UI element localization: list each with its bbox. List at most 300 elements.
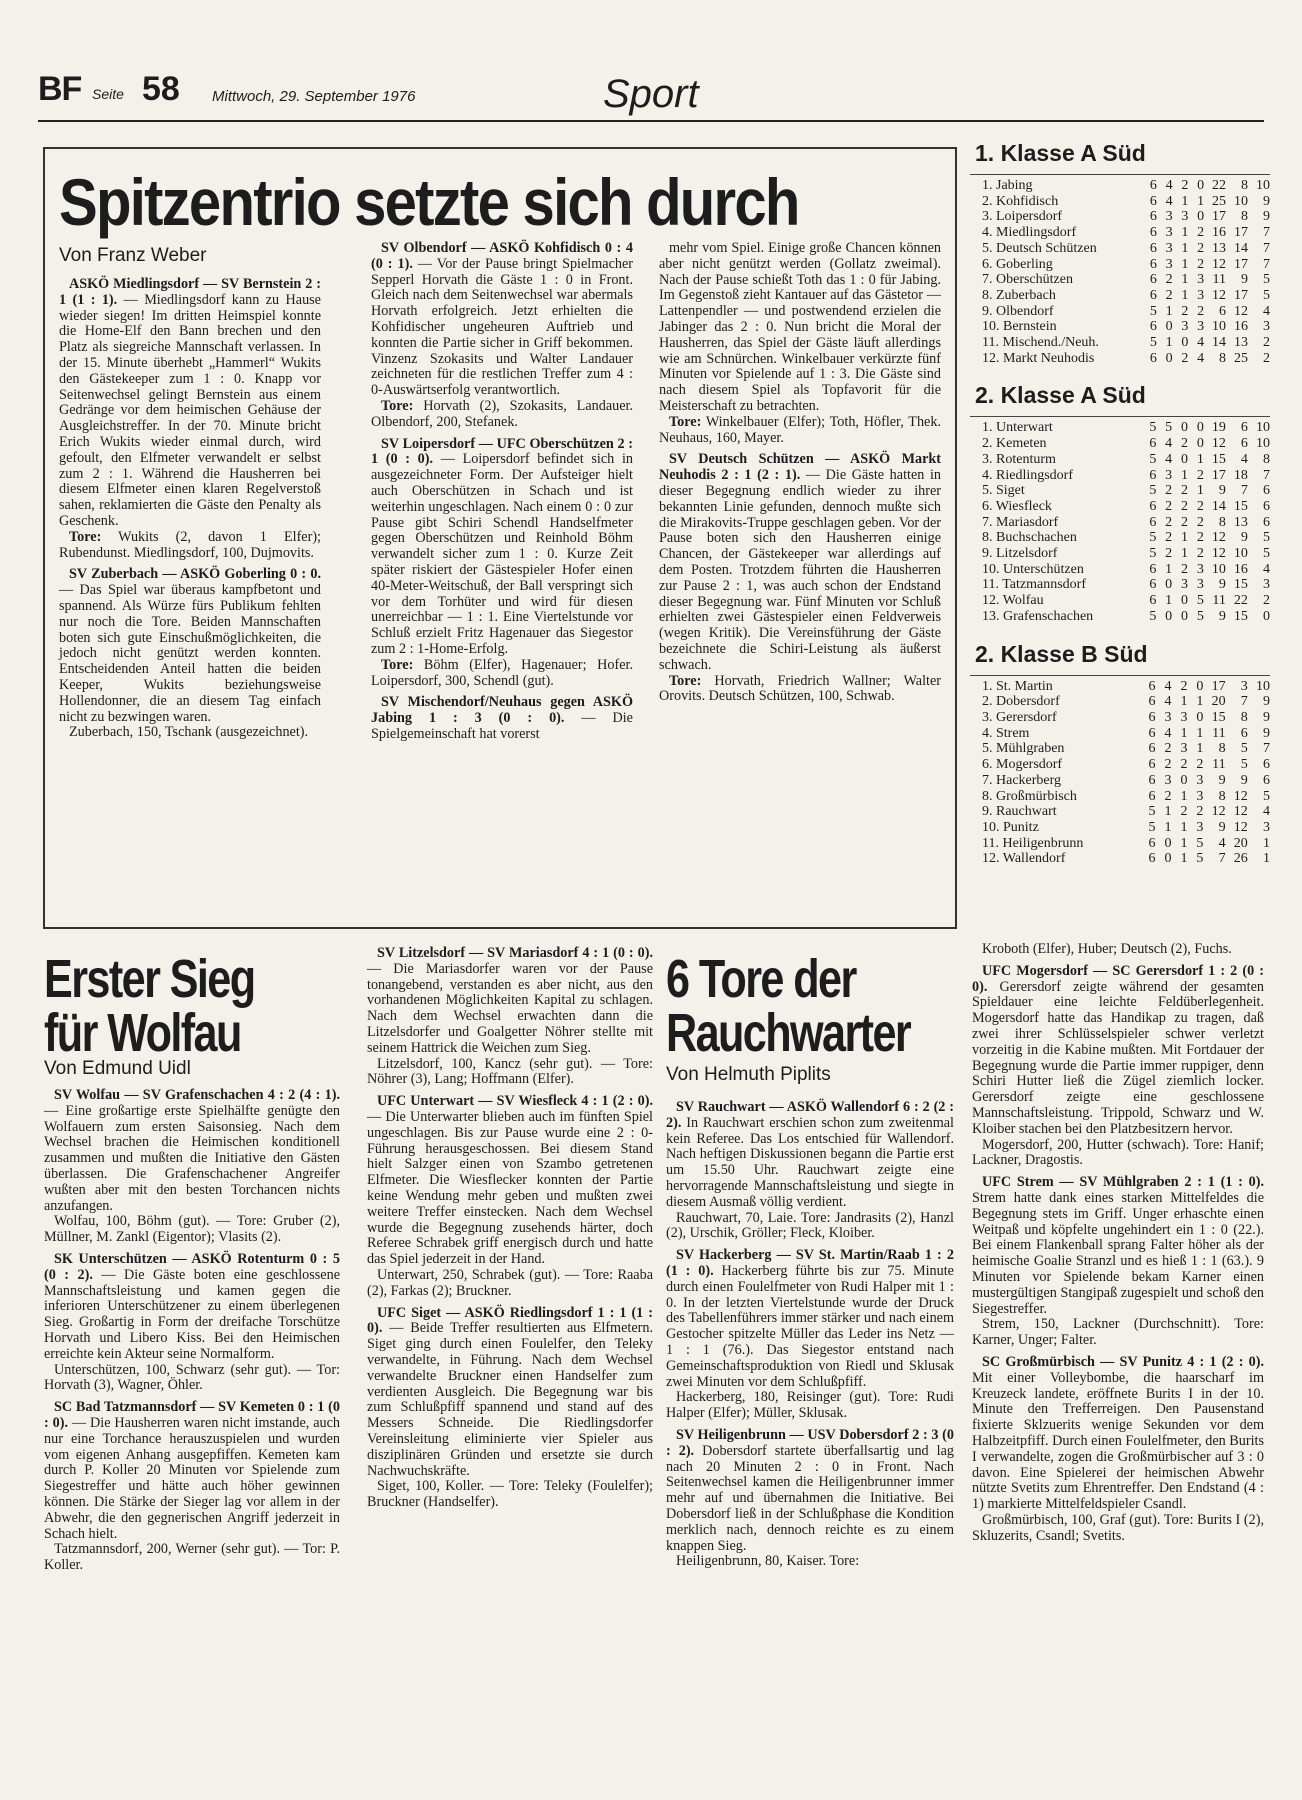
paragraph: [666, 1248, 954, 1390]
stat-cell: 2: [1263, 335, 1270, 351]
team-name: 4. Miedlingsdorf: [982, 225, 1077, 241]
team-name: 1. Jabing: [982, 178, 1033, 193]
stat-cell: 2: [1180, 757, 1188, 773]
stat-cell: 6: [1149, 178, 1157, 193]
article-headline: Spitzentrio setzte sich durch: [59, 165, 799, 239]
team-name: 2. Dobersdorf: [982, 694, 1060, 710]
team-name: 2. Kohfidisch: [982, 193, 1059, 209]
stat-cell: 7: [1263, 256, 1270, 272]
stat-cell: 0: [1181, 593, 1189, 609]
stat-cell: 2: [1196, 514, 1204, 530]
paragraph: [44, 1088, 340, 1214]
stat-cell: 17: [1233, 287, 1248, 303]
paragraph: [972, 1355, 1264, 1513]
stat-cell: 4: [1165, 436, 1173, 452]
stat-cell: 6: [1219, 303, 1227, 319]
table-row: [982, 272, 1270, 288]
stat-cell: 9: [1263, 709, 1270, 725]
stat-cell: 10: [1233, 546, 1248, 562]
stat-cell: 2: [1197, 225, 1205, 241]
paragraph-text: Strem, 150, Lackner (Durchschnitt). Tore: Karner, Unger; Falter.: [972, 1316, 1264, 1349]
article-byline: Von Edmund Uidl: [44, 1058, 191, 1079]
stat-cell: 6: [1149, 209, 1157, 225]
table-row: [982, 820, 1270, 836]
table-row: [982, 194, 1270, 210]
stat-cell: 2: [1165, 546, 1173, 562]
stat-cell: 1: [1181, 546, 1189, 562]
stat-cell: 6: [1148, 851, 1156, 867]
stat-cell: 10: [1233, 193, 1248, 209]
table-row: [982, 546, 1270, 562]
stat-cell: 0: [1165, 350, 1173, 366]
stat-cell: 2: [1181, 436, 1189, 452]
stat-cell: 2: [1164, 788, 1172, 804]
stat-cell: 5: [1148, 804, 1156, 820]
match-lead: Tore:: [69, 528, 102, 545]
stat-cell: 12: [1233, 788, 1248, 804]
table-row: [982, 515, 1270, 531]
paragraph-text: mehr vom Spiel. Einige große Chancen können aber nicht genützt werden (Gollatz zweimal). Nach der Pause schießt Toth das 1 : 0 für Jabing. Im Gegenstoß zieht Kantauer auf das Gästetor — Lattenpendler — und postwendend erzielen die Jabinger das 2 : 0. Nun bricht die Moral der Hausherren, das Spiel der Gäste läuft allerdings wie am Schnürchen. Winkelbauer verkürzte fünf Minuten vor Spielende auf 1 : 3. Die Gäste sind nach diesem Spiel als Topfavorit für die Meisterschaft zu betrachten.: [659, 240, 941, 414]
paragraph: [972, 1317, 1264, 1349]
stat-cell: 2: [1197, 303, 1205, 319]
stat-cell: 3: [1165, 467, 1173, 483]
stat-cell: 6: [1149, 436, 1157, 452]
page-label: Seite: [92, 86, 124, 102]
stat-cell: 3: [1180, 709, 1188, 725]
paragraph-text: — Die Gäste boten eine geschlossene Mannschaftsleistung und kamen gegen die inferioren Unterschützener zu einem überlegenen Sieg. Großartig in Form der dreifache Torschütze Horvath und Libero Kiss. Bei den Heimischen erreichte kein Akteur seine Normalform.: [44, 1266, 340, 1362]
stat-cell: 0: [1165, 608, 1173, 624]
team-name: 6. Goberling: [982, 256, 1053, 272]
paragraph: [44, 1252, 340, 1363]
stat-cell: 16: [1233, 561, 1248, 577]
stat-cell: 6: [1263, 514, 1270, 530]
stat-cell: 5: [1165, 420, 1173, 436]
stat-cell: 1: [1164, 804, 1172, 820]
stat-cell: 3: [1196, 561, 1204, 577]
stat-cell: 5: [1149, 451, 1157, 467]
paragraph-text: Dobersdorf startete überfallsartig und lag nach 20 Minuten 2 : 0 in Front. Nach Seitenwechsel kamen die Heiligenbrunner immer mehr auf und übernahmen die Initiative. Bei Dobersdorf ließ in der Schlußphase die Kondition merklich nach, dennoch reichte es zu einem knappen Sieg.: [666, 1442, 954, 1554]
team-name: 3. Loipersdorf: [982, 209, 1063, 225]
stat-cell: 19: [1211, 420, 1226, 436]
stat-cell: 2: [1197, 240, 1205, 256]
stat-cell: 6: [1263, 483, 1270, 499]
table-title: 1. Klasse A Süd: [975, 140, 1146, 166]
stat-cell: 2: [1165, 514, 1173, 530]
stat-cell: 15: [1233, 498, 1248, 514]
stat-cell: 8: [1263, 451, 1270, 467]
stat-cell: 6: [1148, 772, 1156, 788]
stat-cell: 3: [1165, 256, 1173, 272]
paragraph-text: — Miedlingsdorf kann zu Hause wieder siegen! Im dritten Heimspiel konnte die Home-Elf den Bann brechen und den Platz als siegreiche Mannschaft verlassen. In der 15. Minute überhebt „Hammerl“ Wukits den Gästekeeper zum 1 : 0. Knapp vor Seitenwechsel gelingt Bernstein aus einem Gedränge vor dem heimischen Gehäuse der Ausgleichstreffer. In der 70. Minute bricht Erich Wukits wieder einmal durch, wird gefoult, den Elfmeter verwandelt er selbst zum 2 : 1. Während die Hausherren bei diesem Elfmeter einen klaren Regelverstoß sahen, reklamierten die Gäste den Penalty als Geschenk.: [59, 291, 321, 529]
stat-cell: 22: [1233, 593, 1248, 609]
team-name: 11. Heiligenbrunn: [982, 835, 1084, 851]
stat-cell: 3: [1197, 287, 1205, 303]
paragraph-text: Wukits (2, davon 1 Elfer); Rubendunst. Miedlingsdorf, 100, Dujmovits.: [59, 528, 321, 561]
article-byline: Von Helmuth Piplits: [666, 1064, 831, 1085]
stat-cell: 12: [1212, 287, 1227, 303]
stat-cell: 1: [1181, 287, 1189, 303]
stat-cell: 0: [1180, 772, 1188, 788]
stat-cell: 9: [1218, 819, 1226, 835]
paragraph-text: Siget, 100, Koller. — Tore: Teleky (Foulelfer); Bruckner (Handselfer).: [367, 1478, 653, 1511]
stat-cell: 1: [1165, 335, 1173, 351]
stat-cell: 2: [1263, 593, 1270, 609]
stat-cell: 17: [1233, 256, 1248, 272]
stat-cell: 2: [1181, 483, 1189, 499]
article-column: [659, 241, 941, 705]
paragraph-text: Hackerberg, 180, Reisinger (gut). Tore: Rudi Halper (Elfer); Müller, Sklusak.: [666, 1389, 954, 1422]
paragraph: [367, 1479, 653, 1511]
stat-cell: 1: [1180, 788, 1188, 804]
stat-cell: 8: [1240, 709, 1248, 725]
paragraph-text: Unterwart, 250, Schrabek (gut). — Tore: Raaba (2), Farkas (2); Bruckner.: [367, 1266, 653, 1299]
team-name: 7. Mariasdorf: [982, 514, 1059, 530]
table-title: 2. Klasse A Süd: [975, 382, 1146, 409]
stat-cell: 2: [1165, 530, 1173, 546]
team-name: 7. Hackerberg: [982, 772, 1062, 788]
table-row: [982, 593, 1270, 609]
paragraph-text: — Die Hausherren waren nicht imstande, auch nur eine Torchance herauszuspielen und wurden vom eigenen Anhang ausgepfiffen. Kemeten kam durch P. Koller 20 Minuten vor Spielende zum Siegestreffer und hätte auch höher gewinnen können. Die Stärke der Sieger lag vor allem in der Abwehr, die den gegnerischen Angriff jederzeit in Schach hielt.: [44, 1414, 340, 1542]
stat-cell: 4: [1240, 451, 1248, 467]
paragraph-text: Tatzmannsdorf, 200, Werner (sehr gut). — Tor: P. Koller.: [44, 1541, 340, 1574]
paragraph-text: — Vor der Pause bringt Spielmacher Sepperl Horvath die Gäste 1 : 0 in Front. Gleich nach dem Seitenwechsel war abermals Horvath erfolgreich. Jetzt erhielten die Kohfidischer ungeheuren Auftrieb und konnten die Partie sicher in Griff bekommen. Vinzenz Szokasits und Walter Landauer zeichneten für die restlichen Treffer zum 4 : 0-Auswärtserfolg verantwortlich.: [371, 255, 633, 399]
article-column: [666, 1100, 954, 1570]
paragraph-text: Unterschützen, 100, Schwarz (sehr gut). — Tor: Horvath (3), Wagner, Öhler.: [44, 1361, 340, 1394]
stat-cell: 1: [1196, 741, 1204, 757]
stat-cell: 5: [1149, 608, 1157, 624]
article-headline: Erster Sieg: [44, 949, 255, 1009]
team-name: 9. Rauchwart: [982, 804, 1057, 820]
stat-cell: 4: [1218, 835, 1226, 851]
match-lead: SV Heiligenbrunn — USV Dobersdorf 2 : 3 (0 : 2).: [666, 1426, 954, 1459]
stat-cell: 1: [1263, 851, 1270, 867]
stat-cell: 8: [1218, 741, 1226, 757]
stat-cell: 6: [1149, 256, 1157, 272]
match-lead: Tore:: [669, 413, 702, 430]
table-row: [982, 851, 1270, 867]
paragraph-text: Hackerberg führte bis zur 75. Minute durch einen Foulelfmeter von Rudi Halper mit 1 : 0. In der letzten Viertelstunde wurde der Druck des Tabellenführers immer stärker und nach einem Gestocher spitzelte Müller das Leder ins Netz — 1 : 1 (76.). Das Siegestor entstand nach Gemeinschaftsproduktion von Riedl und Sklusak zwei Minuten vor dem Schlußpfiff.: [666, 1262, 954, 1390]
stat-cell: 6: [1149, 225, 1157, 241]
team-name: 6. Wiesfleck: [982, 498, 1052, 514]
stat-cell: 8: [1218, 514, 1226, 530]
paragraph: [972, 1513, 1264, 1545]
stat-cell: 3: [1180, 741, 1188, 757]
stat-cell: 0: [1164, 851, 1172, 867]
stat-cell: 9: [1263, 694, 1270, 710]
stat-cell: 0: [1181, 451, 1189, 467]
stat-cell: 3: [1196, 577, 1204, 593]
stat-cell: 9: [1263, 209, 1270, 225]
stat-cell: 14: [1233, 240, 1248, 256]
table-row: [982, 241, 1270, 257]
stat-cell: 10: [1256, 678, 1270, 694]
stat-cell: 17: [1211, 678, 1226, 694]
stat-cell: 1: [1165, 561, 1173, 577]
paragraph: [44, 1363, 340, 1395]
paragraph-text: — Die Unterwarter blieben auch im fünften Spiel ungeschlagen. Bis zur Pause wurde eine 2 : 0-Führung herausgeschossen. Bei diesem Stand hielt Salzger einen von Szambo getretenen Elfmeter. Die Wiesflecker konnten der Partie keine Wendung mehr geben und mußten zwei weitere Treffer einstecken. Nach dem Wechsel wurde die Begegnung zusehends härter, doch Referee Schrabek griff energisch durch und hatte das Spiel jederzeit in der Hand.: [367, 1108, 653, 1268]
stat-cell: 2: [1196, 757, 1204, 773]
stat-cell: 6: [1149, 350, 1157, 366]
stat-cell: 6: [1149, 467, 1157, 483]
stat-cell: 3: [1164, 709, 1172, 725]
table-row: [982, 499, 1270, 515]
paragraph-text: — Loipersdorf befindet sich in ausgezeichneter Form. Der Aufsteiger hielt auch Oberschützen in Schach und ist weiterhin ungeschlagen. Nach einem 0 : 0 zur Pause gibt Schiri Schendl Handselfmeter gegen Oberschützen und Reinhold Böhm verwandelt sicher zum 1 : 0. Kurze Zeit später riskiert der Gästespieler Hofer einen 40-Meter-Weitschuß, der Ball verspringt sich vor dem Torhüter und wird für diesen unerreichbar — 1 : 1. Eine Viertelstunde vor Schluß erzielt Fritz Hagenauer das Siegestor zum 2 : 1-Home-Erfolg.: [371, 451, 633, 657]
team-name: 8. Großmürbisch: [982, 788, 1077, 804]
stat-cell: 7: [1263, 240, 1270, 256]
page-number: 58: [142, 70, 180, 108]
paragraph-text: — Die Gäste hatten in dieser Begegnung endlich wieder zu ihrer bekannten Linie gefunden, dennoch mußte sich die Mirakovits-Truppe geschlagen geben. Vor der Pause boten sich den Hausherren einige Chancen, der Gästekeeper war allerdings auf dem Posten. Trotzdem führten die Hausherren zur Pause 2 : 1, was auch schon der Endstand dieser Begegnung war. Fünf Minuten vor Schluß erhielten zwei Gästespieler einen Feldverweis (wegen Kritik). Die Vereinsführung der Gäste bezeichnete die Schiri-Leistung als äußerst schwach.: [659, 467, 941, 673]
stat-cell: 4: [1165, 451, 1173, 467]
stat-cell: 2: [1165, 287, 1173, 303]
table-row: [982, 335, 1270, 351]
table-row: [982, 773, 1270, 789]
match-lead: SC Bad Tatzmannsdorf — SV Kemeten 0 : 1 (0 : 0).: [44, 1399, 340, 1431]
stat-cell: 0: [1196, 420, 1204, 436]
stat-cell: 8: [1240, 209, 1248, 225]
section-title: Sport: [603, 72, 699, 116]
stat-cell: 6: [1149, 561, 1157, 577]
team-name: 11. Mischend./Neuh.: [982, 335, 1099, 351]
stat-cell: 7: [1218, 851, 1226, 867]
paragraph: [371, 658, 633, 690]
stat-cell: 0: [1196, 709, 1204, 725]
stat-cell: 2: [1181, 303, 1189, 319]
match-lead: SC Großmürbisch — SV Punitz 4 : 1 (2 : 0).: [982, 1353, 1264, 1370]
stat-cell: 9: [1218, 577, 1226, 593]
paragraph: [44, 1400, 340, 1542]
stat-cell: 17: [1212, 209, 1227, 225]
standings-table-wrap: [970, 675, 1270, 867]
stat-cell: 5: [1149, 546, 1157, 562]
stat-cell: 12: [1233, 804, 1248, 820]
paragraph: [59, 277, 321, 530]
paragraph: [972, 1138, 1264, 1170]
paragraph-text: — Beide Treffer resultierten aus Elfmetern. Siget ging durch einen Foulelfer, den Teleky verwandelte, in Führung. Nach dem Wechsel verwandelte Bruckner einen Handselfer zum verdienten Ausgleich. Die Begegnung war bis zum Schlußpfiff spannend und stand auf des Messers Schneide. Die Riedlingsdorfer Vereinsleitung eliminierte vier Spieler aus disziplinären Gründen und ersetzte sie durch Nachwuchskräfte.: [367, 1320, 653, 1479]
stat-cell: 6: [1148, 725, 1156, 741]
stat-cell: 2: [1180, 804, 1188, 820]
stat-cell: 4: [1164, 678, 1172, 694]
stat-cell: 2: [1164, 757, 1172, 773]
paragraph: [367, 1306, 653, 1480]
stat-cell: 6: [1263, 772, 1270, 788]
stat-cell: 2: [1197, 256, 1205, 272]
paragraph: [59, 530, 321, 562]
team-name: 1. St. Martin: [982, 678, 1053, 694]
issue-date: Mittwoch, 29. September 1976: [212, 88, 416, 105]
stat-cell: 1: [1196, 451, 1204, 467]
paragraph: [367, 1094, 653, 1268]
stat-cell: 5: [1263, 272, 1270, 288]
match-lead: UFC Mogersdorf — SC Gerersdorf 1 : 2 (0 : 0).: [972, 962, 1264, 995]
stat-cell: 5: [1196, 593, 1204, 609]
paragraph: [666, 1428, 954, 1554]
paragraph: [371, 695, 633, 742]
table-row: [982, 468, 1270, 484]
stat-cell: 5: [1263, 530, 1270, 546]
stat-cell: 1: [1181, 256, 1189, 272]
stat-cell: 2: [1196, 804, 1204, 820]
stat-cell: 4: [1263, 303, 1270, 319]
stat-cell: 2: [1165, 498, 1173, 514]
stat-cell: 2: [1263, 350, 1270, 366]
stat-cell: 3: [1196, 788, 1204, 804]
table-row: [982, 209, 1270, 225]
stat-cell: 5: [1149, 303, 1157, 319]
article-column: [371, 241, 633, 743]
stat-cell: 0: [1196, 678, 1204, 694]
paragraph-text: Horvath (2), Szokasits, Landauer. Olbendorf, 200, Stefanek.: [371, 397, 633, 430]
stat-cell: 13: [1233, 514, 1248, 530]
match-lead: SV Mischendorf/Neuhaus gegen ASKÖ Jabing 1 : 3 (0 : 0).: [371, 694, 633, 727]
stat-cell: 2: [1196, 530, 1204, 546]
stat-cell: 6: [1149, 593, 1157, 609]
stat-cell: 0: [1181, 335, 1189, 351]
stat-cell: 1: [1180, 835, 1188, 851]
paragraph-text: Horvath, Friedrich Wallner; Walter Orovits. Deutsch Schützen, 100, Schwab.: [659, 672, 941, 705]
stat-cell: 1: [1197, 193, 1205, 209]
stat-cell: 2: [1180, 678, 1188, 694]
paragraph: [972, 964, 1264, 1138]
stat-cell: 6: [1149, 287, 1157, 303]
table-row: [982, 225, 1270, 241]
article-column: [367, 946, 653, 1511]
stat-cell: 1: [1181, 272, 1189, 288]
stat-cell: 3: [1263, 819, 1270, 835]
table-row: [982, 288, 1270, 304]
stat-cell: 6: [1240, 725, 1248, 741]
match-lead: Tore:: [669, 672, 702, 689]
stat-cell: 4: [1197, 335, 1205, 351]
table-row: [982, 452, 1270, 468]
team-name: 5. Deutsch Schützen: [982, 240, 1097, 256]
stat-cell: 0: [1196, 436, 1204, 452]
page-header: [38, 70, 1264, 122]
stat-cell: 11: [1212, 272, 1227, 288]
stat-cell: 6: [1148, 694, 1156, 710]
paragraph: [659, 415, 941, 447]
stat-cell: 3: [1240, 678, 1248, 694]
league-tables: [970, 140, 1270, 883]
stat-cell: 15: [1233, 608, 1248, 624]
article-column: [972, 942, 1264, 1544]
stat-cell: 2: [1165, 272, 1173, 288]
stat-cell: 3: [1197, 319, 1205, 335]
paragraph-text: Winkelbauer (Elfer); Toth, Höfler, Thek. Neuhaus, 160, Mayer.: [659, 413, 941, 446]
stat-cell: 2: [1181, 498, 1189, 514]
table-row: [982, 530, 1270, 546]
paragraph-text: Mogersdorf, 200, Hutter (schwach). Tore: Hanif; Lackner, Dragostis.: [972, 1136, 1264, 1169]
stat-cell: 4: [1165, 178, 1173, 193]
stat-cell: 6: [1148, 709, 1156, 725]
stat-cell: 8: [1240, 178, 1248, 193]
stat-cell: 6: [1149, 514, 1157, 530]
match-lead: ASKÖ Miedlingsdorf — SV Bernstein 2 : 1 (1 : 1).: [59, 276, 321, 308]
stat-cell: 2: [1181, 178, 1189, 193]
table-title: 2. Klasse B Süd: [975, 640, 1148, 667]
team-name: 10. Punitz: [982, 819, 1039, 835]
match-lead: SV Wolfau — SV Grafenschachen 4 : 2 (4 : 1).: [54, 1087, 340, 1103]
stat-cell: 6: [1149, 498, 1157, 514]
stat-cell: 12: [1211, 530, 1226, 546]
stat-cell: 12: [1211, 436, 1226, 452]
stat-cell: 5: [1149, 335, 1157, 351]
stat-cell: 15: [1233, 577, 1248, 593]
team-name: 8. Zuberbach: [982, 287, 1056, 303]
stat-cell: 16: [1212, 225, 1227, 241]
paragraph: [44, 1542, 340, 1574]
team-name: 10. Bernstein: [982, 319, 1057, 335]
stat-cell: 5: [1149, 420, 1157, 436]
table-row: [982, 483, 1270, 499]
stat-cell: 7: [1263, 467, 1270, 483]
match-lead: SV Olbendorf — ASKÖ Kohfidisch 0 : 4 (0 : 1).: [371, 240, 633, 272]
stat-cell: 17: [1211, 467, 1226, 483]
stat-cell: 2: [1164, 741, 1172, 757]
stat-cell: 0: [1197, 209, 1205, 225]
stat-cell: 7: [1263, 225, 1270, 241]
match-lead: SV Zuberbach — ASKÖ Goberling 0 : 0.: [69, 566, 321, 583]
stat-cell: 1: [1181, 193, 1189, 209]
stat-cell: 20: [1211, 694, 1226, 710]
team-name: 1. Unterwart: [982, 420, 1053, 436]
stat-cell: 5: [1263, 788, 1270, 804]
paragraph-text: Litzelsdorf, 100, Kancz (sehr gut). — Tore: Nöhrer (3), Lang; Hoffmann (Elfer).: [367, 1055, 653, 1088]
stat-cell: 10: [1212, 319, 1227, 335]
stat-cell: 6: [1240, 420, 1248, 436]
table-row: [982, 257, 1270, 273]
stat-cell: 11: [1212, 593, 1226, 609]
paragraph: [666, 1554, 954, 1570]
stat-cell: 3: [1197, 272, 1205, 288]
stat-cell: 5: [1263, 546, 1270, 562]
team-name: 6. Mogersdorf: [982, 757, 1063, 773]
stat-cell: 2: [1165, 483, 1173, 499]
stat-cell: 4: [1263, 561, 1270, 577]
team-name: 5. Mühlgraben: [982, 741, 1065, 757]
table-row: [982, 319, 1270, 335]
stat-cell: 22: [1212, 178, 1227, 193]
team-name: 7. Oberschützen: [982, 272, 1073, 288]
stat-cell: 16: [1233, 319, 1248, 335]
paragraph: [972, 1175, 1264, 1317]
stat-cell: 14: [1212, 335, 1227, 351]
stat-cell: 2: [1181, 350, 1189, 366]
stat-cell: 1: [1263, 835, 1270, 851]
stat-cell: 7: [1240, 694, 1248, 710]
table-row: [982, 789, 1270, 805]
table-row: [982, 304, 1270, 320]
match-lead: Tore:: [381, 397, 414, 414]
stat-cell: 18: [1233, 467, 1248, 483]
stat-cell: 5: [1149, 530, 1157, 546]
stat-cell: 0: [1164, 835, 1172, 851]
standings-table: [982, 420, 1270, 624]
stat-cell: 6: [1148, 741, 1156, 757]
table-row: [982, 679, 1270, 695]
paragraph-text: — Die Spielgemeinschaft hat vorerst: [371, 710, 633, 742]
paragraph: [367, 946, 653, 1057]
stat-cell: 15: [1211, 451, 1226, 467]
stat-cell: 10: [1256, 420, 1270, 436]
stat-cell: 6: [1149, 319, 1157, 335]
table-row: [982, 757, 1270, 773]
standings-table-wrap: [970, 416, 1270, 624]
stat-cell: 5: [1196, 851, 1204, 867]
stat-cell: 4: [1165, 193, 1173, 209]
stat-cell: 1: [1180, 851, 1188, 867]
stat-cell: 1: [1165, 593, 1173, 609]
table-row: [982, 562, 1270, 578]
